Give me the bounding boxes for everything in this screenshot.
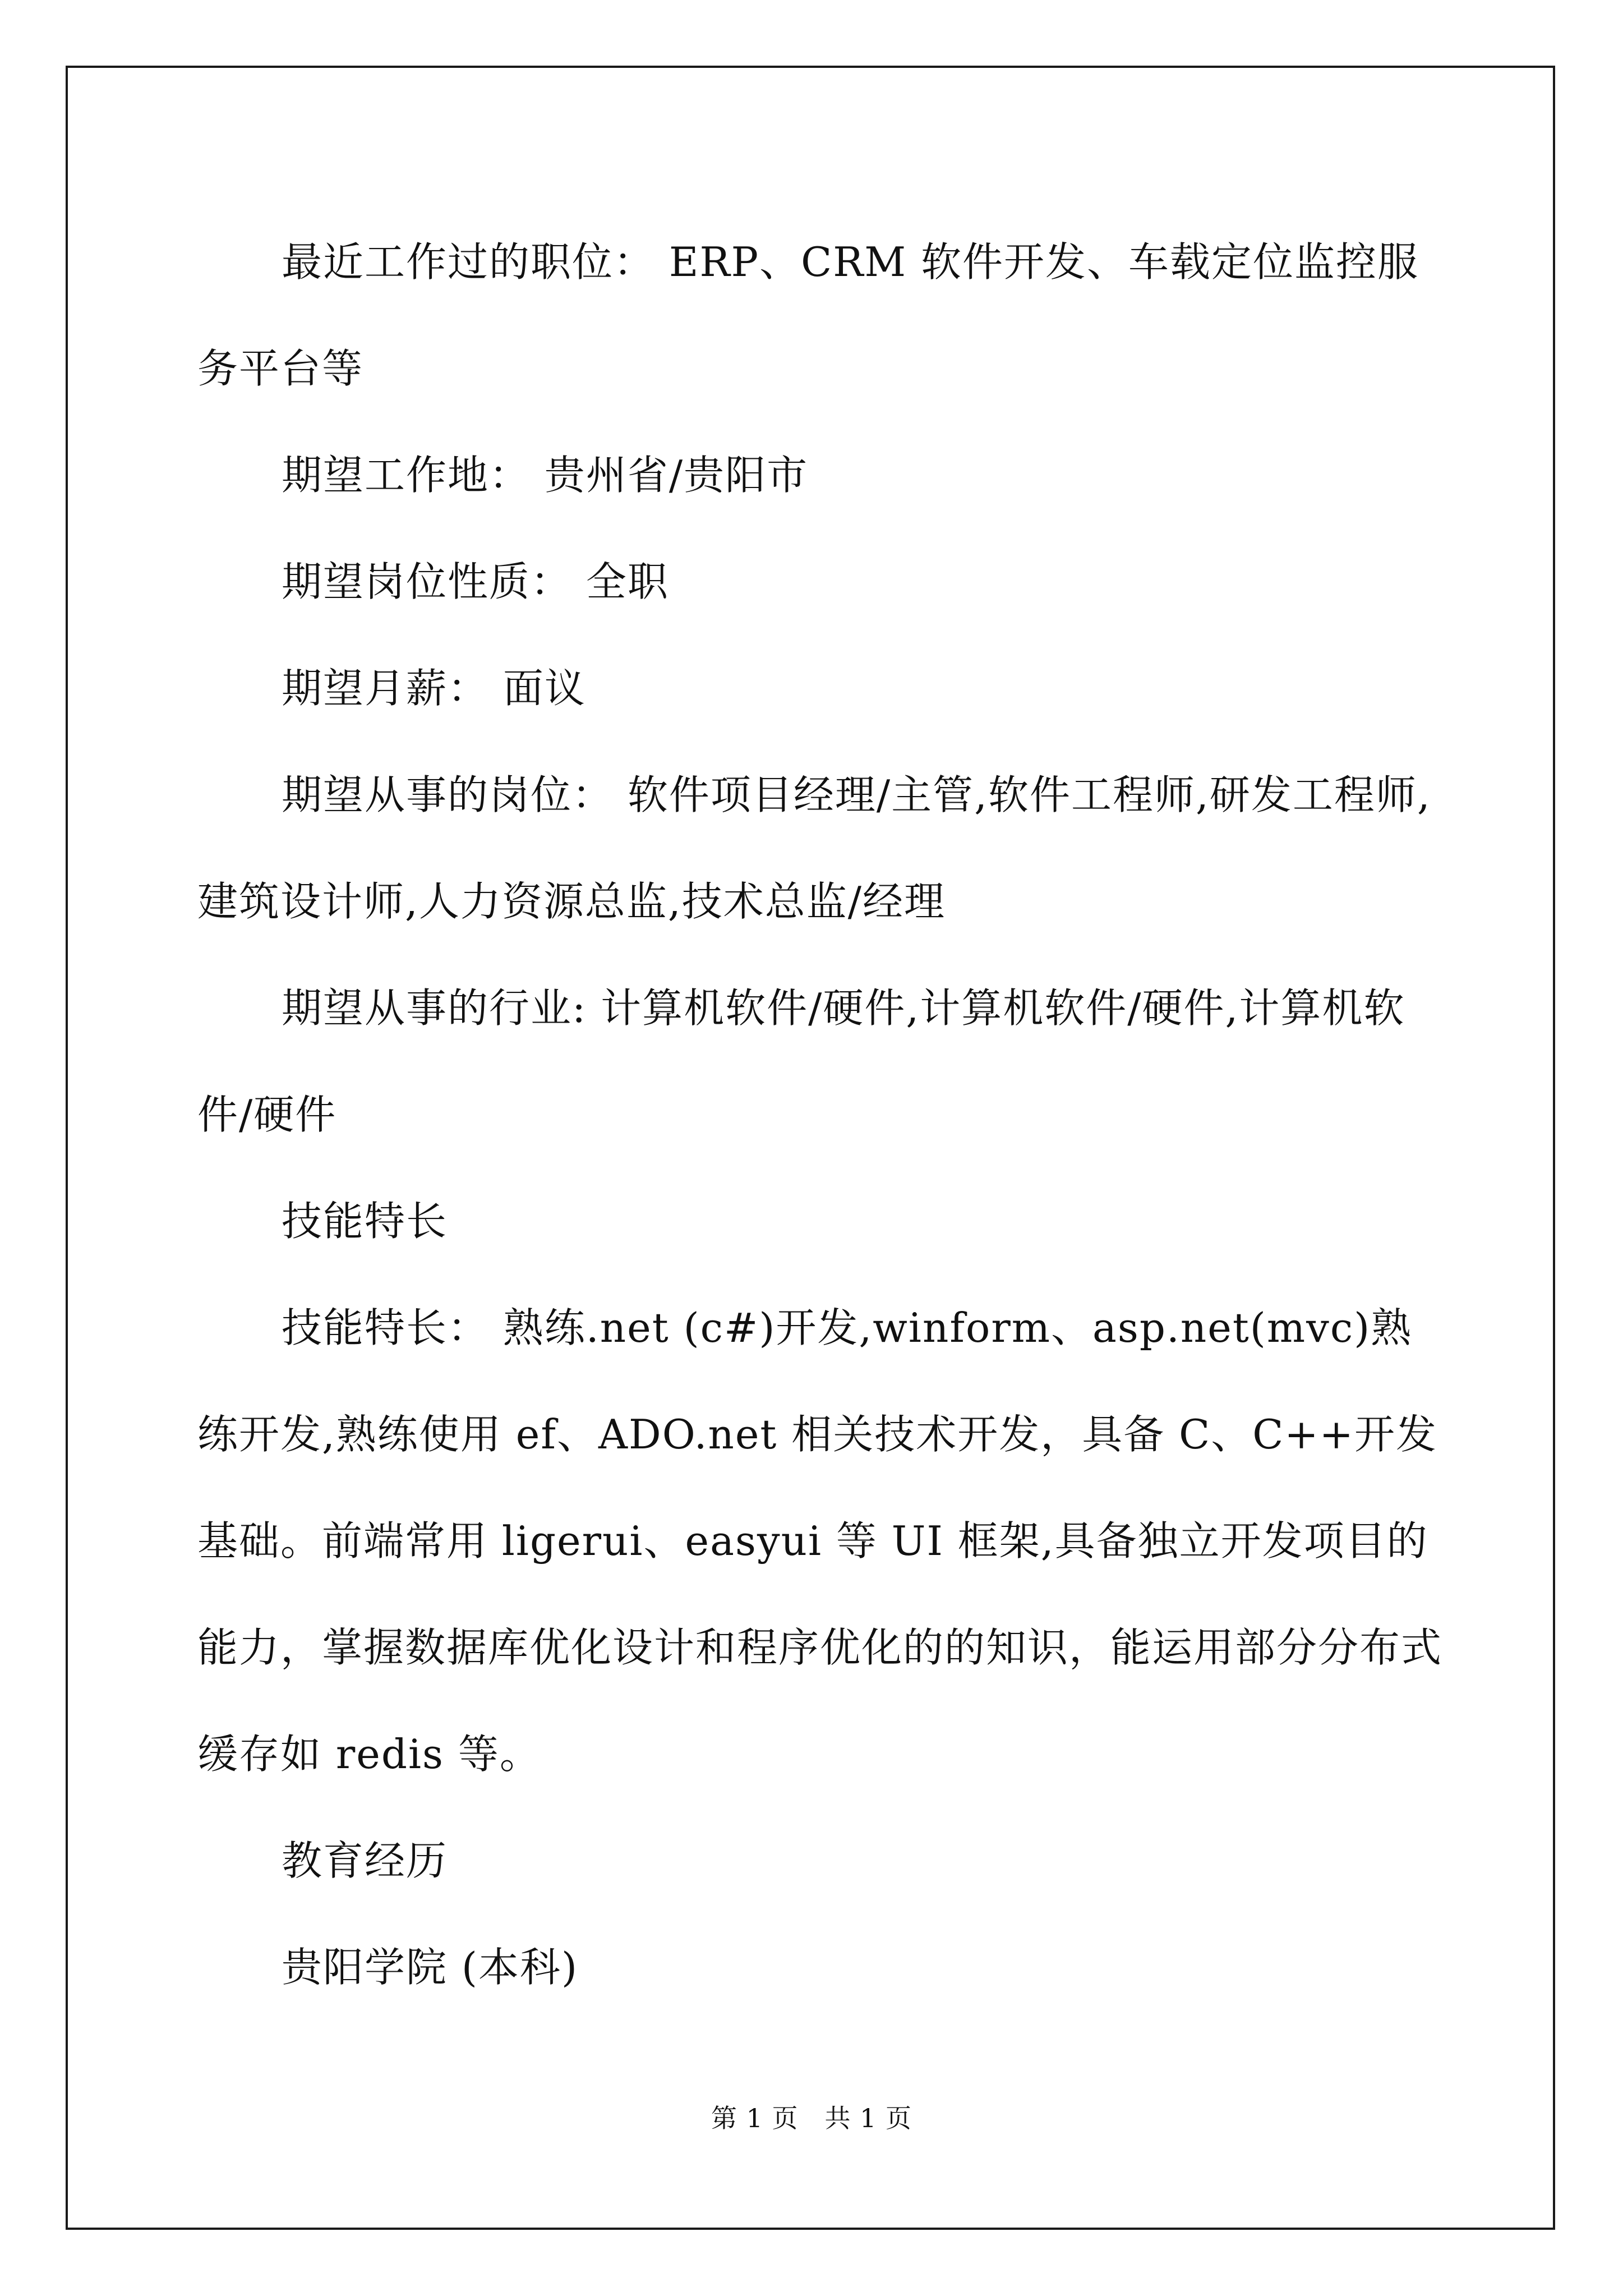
expected-industry-paragraph: 期望从事的行业: 计算机软件/硬件,计算机软件/硬件,计算机软件/硬件 — [197, 984, 1405, 1138]
expected-positions-paragraph: 期望从事的岗位： 软件项目经理/主管,软件工程师,研发工程师,建筑设计师,人力资源总监,技术总监/经理 — [197, 771, 1431, 925]
education-school-paragraph: 贵阳学院 (本科) — [282, 1944, 579, 1991]
expected-job-type-paragraph: 期望岗位性质： 全职 — [282, 558, 669, 605]
skills-paragraph: 技能特长： 熟练.net (c#)开发,winform、asp.net(mvc)熟练开发,熟练使用 ef、ADO.net 相关技术开发，具备 C、C++开发基础。前端常用 ligerui、easyui 等 UI 框架,具备独立开发项目的能力，掌握数据库优化设计和程序优化的的知识，能运用部分分布式缓存如 redis 等。 — [197, 1304, 1443, 1778]
expected-location-paragraph: 期望工作地： 贵州省/贵阳市 — [282, 452, 809, 499]
page-number-footer: 第 1 页 共 1 页 — [711, 2103, 912, 2133]
education-heading: 教育经历 — [282, 1837, 448, 1884]
recent-positions-paragraph: 最近工作过的职位： ERP、CRM 软件开发、车载定位监控服务平台等 — [197, 238, 1419, 392]
expected-salary-paragraph: 期望月薪： 面议 — [282, 665, 586, 712]
skills-heading: 技能特长 — [282, 1198, 448, 1245]
document-body — [197, 209, 1442, 2021]
